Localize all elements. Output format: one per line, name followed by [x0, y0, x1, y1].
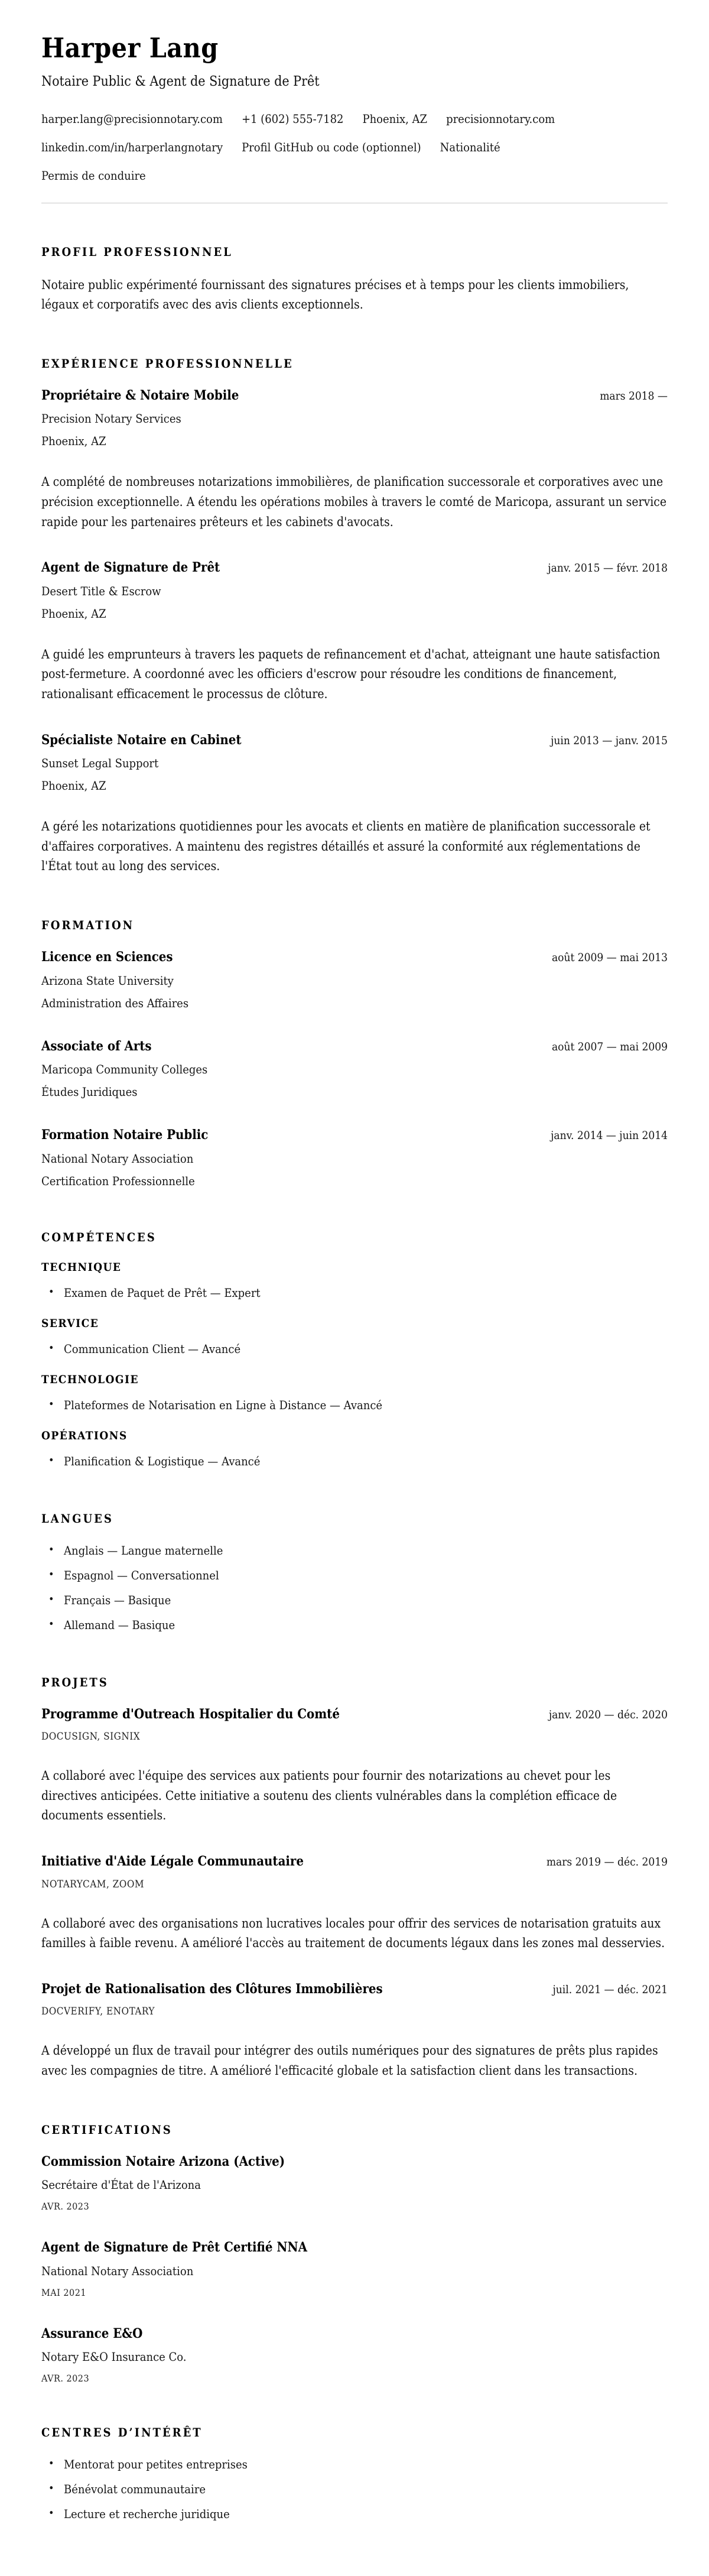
section-heading-projects: PROJETS	[41, 1675, 109, 1689]
skill-group	[41, 1373, 668, 1414]
language-item	[41, 1592, 668, 1609]
interest-item-text: Mentorat pour petites entreprises	[64, 2457, 248, 2472]
project-entry	[41, 1706, 668, 1826]
project-description: A développé un flux de travail pour intégrer des outils numériques pour des signatures de prêts plus rapides avec les compagnies de titre. A amélioré l'efficacité globale et la satisfaction client dans les transactions.	[41, 2043, 658, 2078]
language-item	[41, 1567, 668, 1584]
language-item-text: Français — Basique	[64, 1592, 171, 1607]
project-entry	[41, 1853, 668, 1954]
skill-list	[41, 1341, 668, 1358]
job-header	[41, 559, 668, 576]
resume-header	[41, 33, 668, 203]
skill-group-label: TECHNOLOGIE	[41, 1373, 139, 1386]
skill-group-label: OPÉRATIONS	[41, 1429, 128, 1442]
project-date: mars 2019 — déc. 2019	[546, 1855, 668, 1869]
skill-item-text: Examen de Paquet de Prêt — Expert	[64, 1285, 261, 1300]
degree-title: Associate of Arts	[41, 1038, 152, 1054]
certification-title: Agent de Signature de Prêt Certifié NNA	[41, 2240, 307, 2256]
skill-item	[41, 1341, 668, 1358]
person-title: Notaire Public & Agent de Signature de Prêt	[41, 73, 320, 89]
job-company: Precision Notary Services	[41, 411, 181, 426]
skill-list	[41, 1284, 668, 1302]
job-header	[41, 387, 668, 404]
job-date: janv. 2015 — févr. 2018	[548, 562, 668, 575]
job-company: Sunset Legal Support	[41, 756, 159, 771]
project-header	[41, 1981, 668, 1998]
interest-list	[41, 2456, 668, 2523]
skill-group-label: SERVICE	[41, 1316, 99, 1330]
interest-item	[41, 2506, 668, 2523]
interest-item	[41, 2456, 668, 2473]
job-title: Propriétaire & Notaire Mobile	[41, 387, 239, 403]
section-languages	[41, 1511, 668, 1634]
contact-github-placeholder: Profil GitHub ou code (optionnel)	[242, 139, 421, 154]
contact-block	[41, 112, 668, 183]
project-tools: NOTARYCAM, ZOOM	[41, 1878, 145, 1890]
education-entry	[41, 949, 668, 1011]
education-entry	[41, 1127, 668, 1189]
project-title: Programme d'Outreach Hospitalier du Comté	[41, 1706, 340, 1722]
project-tools: DOCVERIFY, ENOTARY	[41, 2006, 155, 2018]
project-header	[41, 1853, 668, 1870]
job-entry	[41, 732, 668, 877]
contact-location: Phoenix, AZ	[362, 111, 428, 126]
certification-date: AVR. 2023	[41, 2201, 90, 2212]
section-heading-experience: EXPÉRIENCE PROFESSIONNELLE	[41, 356, 294, 371]
job-location: Phoenix, AZ	[41, 778, 106, 793]
school-name: Maricopa Community Colleges	[41, 1062, 208, 1077]
degree-title: Licence en Sciences	[41, 949, 173, 965]
section-heading-interests: CENTRES D’INTÉRÊT	[41, 2425, 203, 2440]
skill-item	[41, 1453, 668, 1470]
project-header	[41, 1706, 668, 1723]
skill-item-text: Plateformes de Notarisation en Ligne à Distance — Avancé	[64, 1397, 383, 1412]
skill-item-text: Communication Client — Avancé	[64, 1341, 241, 1356]
education-entry	[41, 1038, 668, 1100]
certification-issuer: Notary E&O Insurance Co.	[41, 2350, 187, 2364]
project-entry	[41, 1981, 668, 2081]
school-name: National Notary Association	[41, 1151, 194, 1166]
section-heading-certifications: CERTIFICATIONS	[41, 2122, 173, 2137]
skill-item-text: Planification & Logistique — Avancé	[64, 1454, 261, 1468]
certification-issuer: Secrétaire d'État de l'Arizona	[41, 2178, 201, 2192]
project-tools: DOCUSIGN, SIGNIX	[41, 1731, 141, 1743]
job-description: A géré les notarizations quotidiennes pour les avocats et clients en matière de planification successorale et d'affaires corporatives. A maintenu des registres détaillés et assuré la conformité aux réglementations de l'État tout au long des services.	[41, 819, 651, 874]
interest-item-text: Bénévolat communautaire	[64, 2482, 206, 2497]
contact-row	[41, 112, 668, 126]
project-title: Initiative d'Aide Légale Communautaire	[41, 1854, 304, 1870]
job-location: Phoenix, AZ	[41, 434, 106, 449]
section-profile	[41, 245, 668, 315]
contact-email: harper.lang@precisionnotary.com	[41, 111, 223, 126]
certification-issuer: National Notary Association	[41, 2263, 194, 2278]
job-entry	[41, 559, 668, 704]
job-header	[41, 732, 668, 749]
skill-list	[41, 1453, 668, 1470]
contact-phone: +1 (602) 555-7182	[241, 111, 344, 126]
job-description: A guidé les emprunteurs à travers les paquets de refinancement et d'achat, atteignant une haute satisfaction post-fermeture. A coordonné avec les officiers d'escrow pour résoudre les conditions de financement, rationalisant efficacement le processus de clôture.	[41, 647, 661, 701]
section-heading-languages: LANGUES	[41, 1511, 113, 1526]
section-projects	[41, 1675, 668, 2081]
skill-group	[41, 1429, 668, 1470]
language-item	[41, 1617, 668, 1634]
certification-entry	[41, 2325, 668, 2384]
certification-entry	[41, 2239, 668, 2298]
job-company: Desert Title & Escrow	[41, 583, 161, 598]
project-description: A collaboré avec l'équipe des services aux patients pour fournir des notarizations au chevet pour les directives anticipées. Cette initiative a soutenu des clients vulnérables dans la complétion efficace de documents essentiels.	[41, 1769, 617, 1823]
skill-item	[41, 1284, 668, 1302]
interest-item	[41, 2481, 668, 2498]
certification-title: Assurance E&O	[41, 2325, 143, 2341]
interest-item-text: Lecture et recherche juridique	[64, 2507, 230, 2522]
language-list	[41, 1542, 668, 1634]
skill-group	[41, 1317, 668, 1358]
section-heading-education: FORMATION	[41, 917, 135, 932]
job-description: A complété de nombreuses notarizations immobilières, de planification successorale et corporatives avec une précision exceptionnelle. A étendu les opérations mobiles à travers le comté de Maricopa, assurant un service rapide pour les partenaires prêteurs et les cabinets d'avocats.	[41, 475, 667, 529]
skill-group-label: TECHNIQUE	[41, 1260, 122, 1274]
job-entry	[41, 387, 668, 532]
contact-linkedin: linkedin.com/in/harperlangnotary	[41, 139, 223, 154]
education-date: août 2009 — mai 2013	[551, 950, 668, 964]
section-experience	[41, 356, 668, 877]
skill-list	[41, 1397, 668, 1414]
contact-row	[41, 140, 668, 154]
school-name: Arizona State University	[41, 973, 174, 988]
contact-nationality: Nationalité	[440, 139, 500, 154]
certification-title: Commission Notaire Arizona (Active)	[41, 2153, 285, 2169]
section-certifications	[41, 2123, 668, 2384]
language-item-text: Anglais — Langue maternelle	[64, 1543, 223, 1558]
profile-summary: Notaire public expérimenté fournissant des signatures précises et à temps pour les clients immobiliers, légaux et corporatifs avec des avis clients exceptionnels.	[41, 277, 629, 312]
project-title: Projet de Rationalisation des Clôtures Immobilières	[41, 1981, 383, 1997]
section-skills	[41, 1230, 668, 1470]
project-description: A collaboré avec des organisations non lucratives locales pour offrir des services de notarisation gratuits aux familles à faible revenu. A amélioré l'accès au traitement de documents légaux dans les zones mal desservies.	[41, 1916, 665, 1951]
skill-group	[41, 1261, 668, 1302]
field-of-study: Certification Professionnelle	[41, 1173, 195, 1188]
education-date: août 2007 — mai 2009	[551, 1040, 668, 1053]
skill-item	[41, 1397, 668, 1414]
education-header	[41, 1038, 668, 1055]
section-heading-profile: PROFIL PROFESSIONNEL	[41, 244, 233, 259]
certification-date: MAI 2021	[41, 2286, 87, 2298]
contact-website: precisionnotary.com	[446, 111, 555, 126]
language-item-text: Espagnol — Conversationnel	[64, 1568, 219, 1582]
section-education	[41, 918, 668, 1189]
contact-driving-license: Permis de conduire	[41, 168, 146, 183]
job-title: Agent de Signature de Prêt	[41, 560, 220, 576]
education-header	[41, 1127, 668, 1144]
job-location: Phoenix, AZ	[41, 606, 106, 621]
contact-row	[41, 168, 668, 183]
certification-entry	[41, 2153, 668, 2212]
education-date: janv. 2014 — juin 2014	[551, 1129, 668, 1143]
project-date: juil. 2021 — déc. 2021	[552, 1983, 668, 1996]
education-header	[41, 949, 668, 966]
person-name: Harper Lang	[41, 32, 219, 64]
language-item	[41, 1542, 668, 1559]
certification-date: AVR. 2023	[41, 2373, 90, 2384]
project-date: janv. 2020 — déc. 2020	[548, 1708, 668, 1721]
language-item-text: Allemand — Basique	[64, 1617, 175, 1632]
field-of-study: Études Juridiques	[41, 1085, 138, 1099]
section-heading-skills: COMPÉTENCES	[41, 1229, 157, 1244]
field-of-study: Administration des Affaires	[41, 995, 189, 1010]
job-date: mars 2018 —	[600, 389, 668, 403]
job-title: Spécialiste Notaire en Cabinet	[41, 732, 242, 748]
job-date: juin 2013 — janv. 2015	[551, 734, 668, 747]
degree-title: Formation Notaire Public	[41, 1127, 209, 1143]
